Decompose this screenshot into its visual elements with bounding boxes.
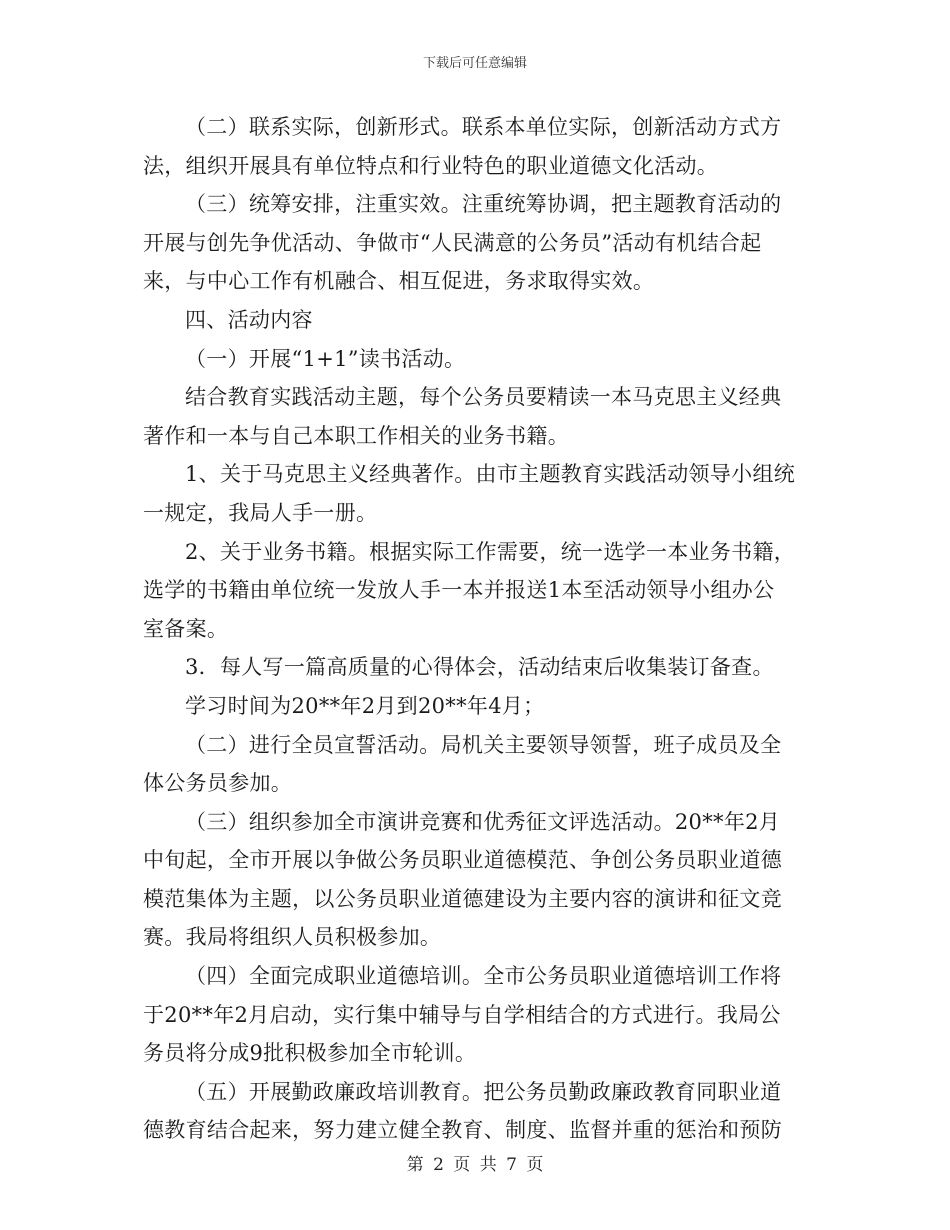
- paragraph: 学习时间为20**年2月到20**年4月；: [185, 693, 545, 718]
- document-body: [143, 108, 807, 1150]
- paragraph: （五）开展勤政廉政培训教育。把公务员勤政廉政教育同职业道 德教育结合起来，努力建立健全教育、制度、监督并重的惩治和预防: [143, 1079, 782, 1143]
- section-heading: 四、活动内容: [185, 307, 313, 332]
- paragraph: （三）统筹安排，注重实效。注重统筹协调，把主题教育活动的 开展与创先争优活动、争做市“人民满意的公务员”活动有机结合起 来，与中心工作有机融合、相互促进，务求取得实效。: [143, 192, 782, 294]
- paragraph: （三）组织参加全市演讲竞赛和优秀征文评选活动。20**年2月 中旬起，全市开展以争做公务员职业道德模范、争创公务员职业道德 模范集体为主题，以公务员职业道德建设为主要内容的演讲和征文竞 赛。我局将组织人员积极参加。: [143, 809, 782, 950]
- paragraph: 结合教育实践活动主题，每个公务员要精读一本马克思主义经典 著作和一本与自己本职工作相关的业务书籍。: [143, 385, 782, 448]
- paragraph: （四）全面完成职业道德培训。全市公务员职业道德培训工作将 于20**年2月启动，实行集中辅导与自学相结合的方式进行。我局公 务员将分成9批积极参加全市轮训。: [143, 964, 782, 1066]
- paragraph: 1、关于马克思主义经典著作。由市主题教育实践活动领导小组统 一规定，我局人手一册。: [143, 462, 796, 525]
- paragraph: 2、关于业务书籍。根据实际工作需要，统一选学一本业务书籍， 选学的书籍由单位统一发放人手一本并报送1本至活动领导小组办公 室备案。: [143, 539, 796, 641]
- paragraph: （二）联系实际，创新形式。联系本单位实际，创新活动方式方 法，组织开展具有单位特点和行业特色的职业道德文化活动。: [143, 115, 782, 178]
- paragraph: 3．每人写一篇高质量的心得体会，活动结束后收集装订备查。: [185, 655, 774, 680]
- page-footer: 第 2 页 共 7 页: [406, 1155, 544, 1175]
- paragraph: （二）进行全员宣誓活动。局机关主要领导领誓，班子成员及全 体公务员参加。: [143, 732, 782, 796]
- page-header: 下载后可任意编辑: [422, 56, 527, 71]
- paragraph: （一）开展“1+1”读书活动。: [185, 346, 466, 371]
